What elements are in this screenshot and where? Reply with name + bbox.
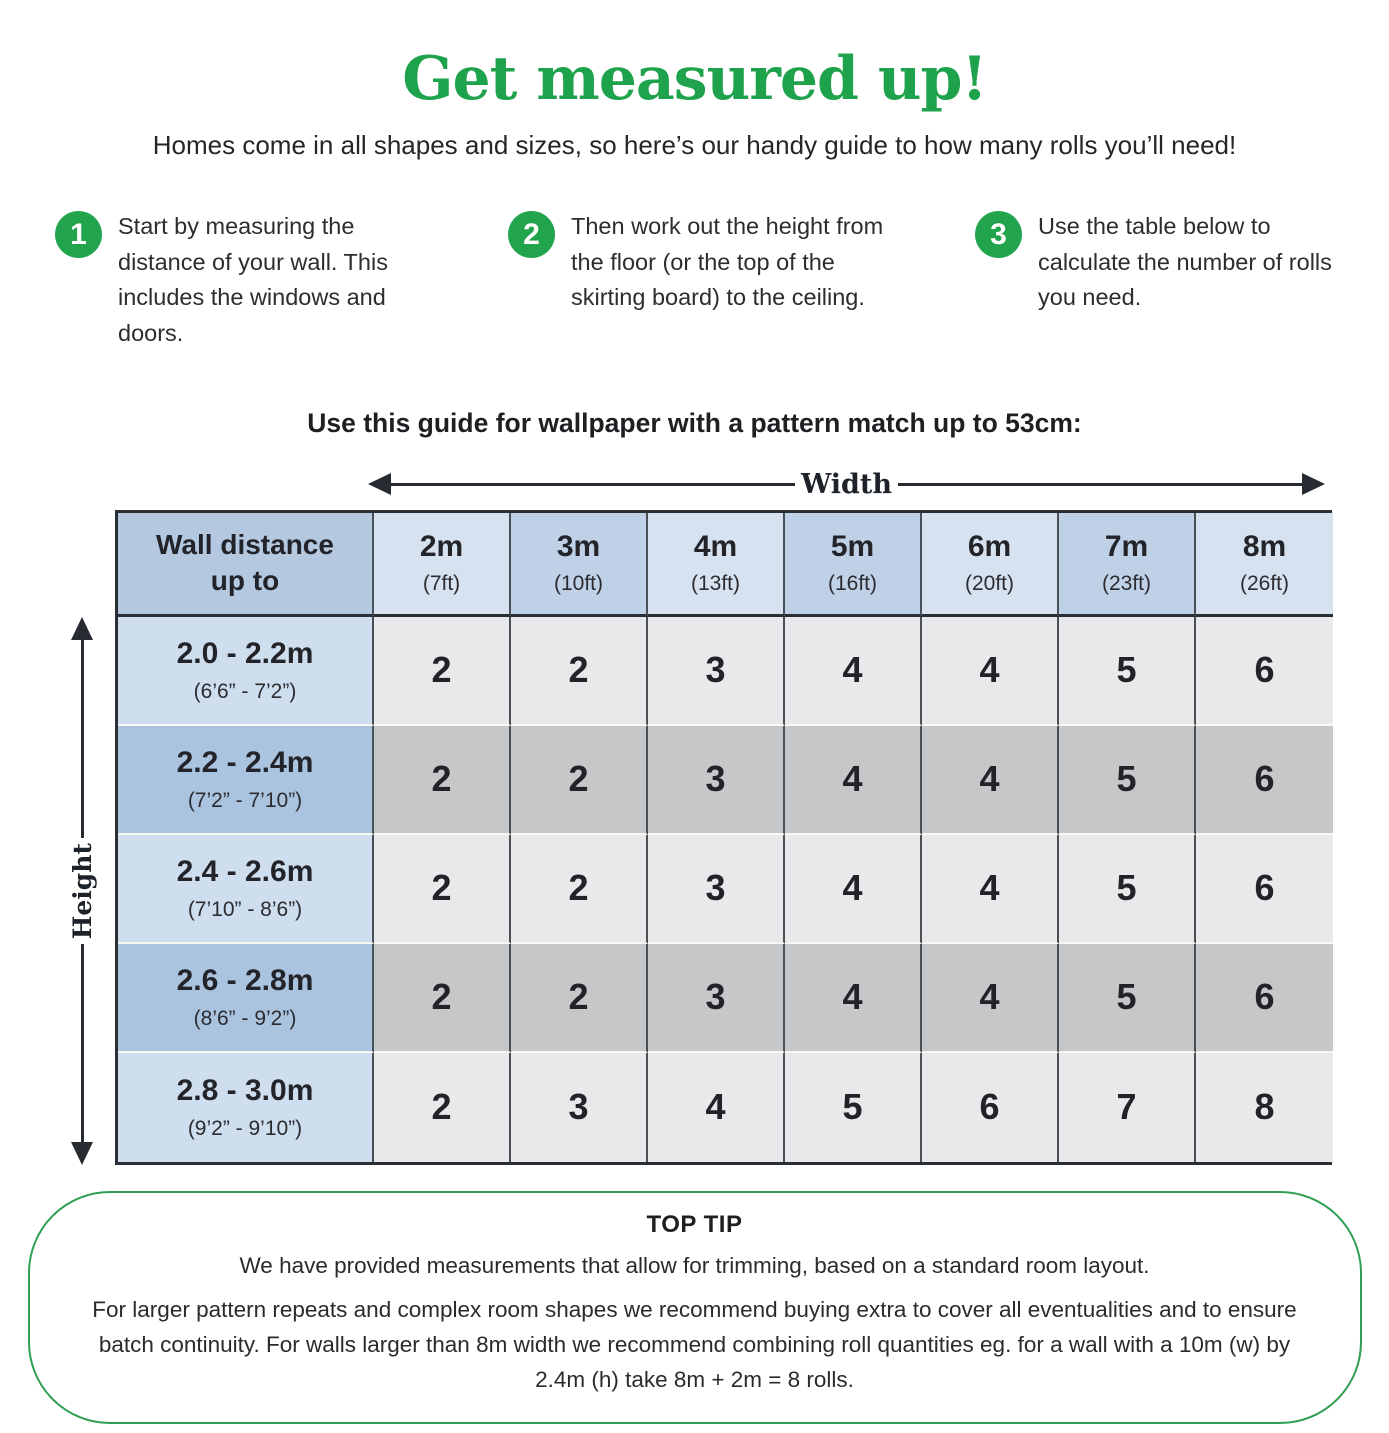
table-cell [648,1053,785,1162]
roll-count: 6 [1254,976,1275,1018]
page-title: Get measured up! [402,44,987,114]
roll-count: 6 [979,1086,1000,1128]
roll-count: 2 [431,976,452,1018]
table-cell [648,617,785,726]
arrow-left-icon [368,473,391,495]
step-3 [975,209,1334,352]
roll-count: 4 [842,758,863,800]
row-range-label: 2.0 - 2.2m [176,636,314,670]
roll-count: 3 [705,976,726,1018]
table-cell [785,835,922,944]
row-header [118,1053,374,1162]
top-tip-heading: TOP TIP [646,1210,743,1238]
roll-count: 4 [705,1086,726,1128]
table-cell [374,617,511,726]
table-cell [511,944,648,1053]
row-imperial-label: (7’2” - 7’10”) [187,788,303,812]
table-cell [1059,617,1196,726]
column-header-imperial: (13ft) [690,572,740,596]
row-range-label: 2.6 - 2.8m [176,963,314,997]
roll-count: 3 [705,758,726,800]
roll-count: 4 [979,758,1000,800]
column-header-metric: 8m [1242,530,1287,564]
roll-count: 4 [979,649,1000,691]
step-2-text: Then work out the height from the floor (or the top of the skirting board) to the ceiling. [571,213,884,311]
row-range-label: 2.8 - 3.0m [176,1073,314,1107]
column-header-7m [1059,513,1196,617]
roll-count: 3 [705,649,726,691]
roll-count: 6 [1254,758,1275,800]
table-cell [511,835,648,944]
top-tip-line2: For larger pattern repeats and complex room shapes we recommend buying extra to cover all eventualities and to ensure batch continuity. For walls larger than 8m width we recommend combining roll quantities eg. for a wall with a 10m (w) by 2.4m (h) take 8m + 2m = 8 rolls. [92,1296,1297,1392]
roll-count: 2 [431,649,452,691]
table-cell [511,1053,648,1162]
table-cell [785,944,922,1053]
roll-count: 2 [431,867,452,909]
row-range-label: 2.2 - 2.4m [176,745,314,779]
column-header-imperial: (10ft) [553,572,603,596]
step-2 [508,209,903,352]
table-cell [374,944,511,1053]
row-header [118,835,374,944]
roll-count: 6 [1254,649,1275,691]
table-cell [1196,617,1333,726]
arrow-shaft [81,640,84,838]
column-header-metric: 4m [693,530,738,564]
roll-count: 5 [842,1086,863,1128]
step-2-badge: 2 [508,211,555,258]
width-axis-label: Width [800,468,893,500]
column-header-6m [922,513,1059,617]
step-1 [55,209,436,352]
table-cell [1059,944,1196,1053]
table-cell [511,726,648,835]
roll-count: 4 [842,649,863,691]
roll-count: 4 [979,867,1000,909]
table-cell [922,835,1059,944]
table-cell [922,726,1059,835]
table-zone [67,510,1332,1165]
corner-header-label: Wall distance up to [156,528,334,597]
roll-count: 3 [705,867,726,909]
roll-count: 4 [842,976,863,1018]
row-imperial-label: (8’6” - 9’2”) [193,1006,297,1030]
table-cell [1196,1053,1333,1162]
table-cell [922,944,1059,1053]
step-3-text: Use the table below to calculate the number of rolls you need. [1038,213,1332,311]
table-cell [1196,835,1333,944]
rolls-table [115,510,1332,1165]
column-header-metric: 7m [1104,530,1149,564]
roll-count: 6 [1254,867,1275,909]
roll-count: 2 [568,649,589,691]
column-header-8m [1196,513,1333,617]
column-header-metric: 5m [830,530,875,564]
row-imperial-label: (7’10” - 8’6”) [187,897,303,921]
roll-count: 3 [568,1086,589,1128]
column-header-imperial: (16ft) [827,572,877,596]
table-cell [1059,726,1196,835]
table-cell [374,726,511,835]
table-cell [785,726,922,835]
step-1-badge: 1 [55,211,102,258]
arrow-up-icon [71,617,93,640]
corner-header-cell [118,513,374,617]
height-axis-label: Height [67,842,97,939]
row-imperial-label: (9’2” - 9’10”) [187,1116,303,1140]
column-header-4m [648,513,785,617]
table-cell [922,617,1059,726]
row-range-label: 2.4 - 2.6m [176,854,314,888]
height-axis-arrow [63,617,101,1165]
table-cell [922,1053,1059,1162]
table-cell [648,835,785,944]
roll-count: 2 [568,976,589,1018]
step-1-text: Start by measuring the distance of your wall. This includes the windows and doors. [118,213,388,347]
column-header-metric: 2m [419,530,464,564]
table-cell [374,835,511,944]
column-header-metric: 6m [967,530,1012,564]
roll-count: 2 [431,758,452,800]
page-subtitle: Homes come in all shapes and sizes, so here’s our handy guide to how many rolls you’ll need! [152,130,1237,160]
column-header-3m [511,513,648,617]
roll-count: 5 [1116,976,1137,1018]
column-header-5m [785,513,922,617]
table-cell [1059,1053,1196,1162]
roll-count: 2 [431,1086,452,1128]
table-cell [1196,726,1333,835]
table-cell [1059,835,1196,944]
row-imperial-label: (6’6” - 7’2”) [193,679,297,703]
row-header [118,944,374,1053]
top-tip-line1: We have provided measurements that allow for trimming, based on a standard room layout. [239,1252,1150,1278]
arrow-shaft [391,483,795,486]
roll-count: 5 [1116,867,1137,909]
roll-count: 8 [1254,1086,1275,1128]
table-cell [785,1053,922,1162]
roll-count: 7 [1116,1086,1137,1128]
arrow-down-icon [71,1142,93,1165]
arrow-shaft [898,483,1302,486]
table-cell [648,944,785,1053]
table-cell [1196,944,1333,1053]
row-header [118,726,374,835]
column-header-metric: 3m [556,530,601,564]
row-header [118,617,374,726]
roll-count: 2 [568,758,589,800]
roll-count: 4 [842,867,863,909]
column-header-imperial: (23ft) [1101,572,1151,596]
guide-heading: Use this guide for wallpaper with a pattern match up to 53cm: [307,407,1082,438]
arrow-shaft [81,944,84,1142]
table-cell [511,617,648,726]
roll-count: 2 [568,867,589,909]
steps-row [0,209,1389,352]
column-header-2m [374,513,511,617]
arrow-right-icon [1302,473,1325,495]
width-axis-arrow [368,469,1325,500]
column-header-imperial: (20ft) [964,572,1014,596]
table-cell [374,1053,511,1162]
roll-count: 5 [1116,649,1137,691]
roll-count: 5 [1116,758,1137,800]
column-header-imperial: (26ft) [1239,572,1289,596]
table-cell [648,726,785,835]
column-header-imperial: (7ft) [422,572,461,596]
roll-count: 4 [979,976,1000,1018]
step-3-badge: 3 [975,211,1022,258]
table-cell [785,617,922,726]
